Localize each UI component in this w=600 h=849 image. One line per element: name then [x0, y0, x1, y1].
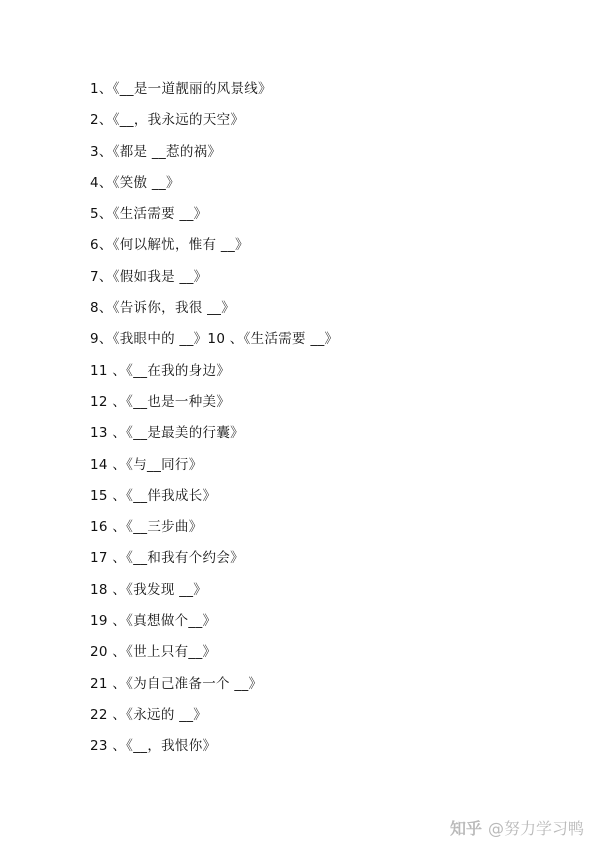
list-item: 16 、《__三步曲》 — [90, 519, 203, 536]
list-item: 18 、《我发现 __》 — [90, 581, 208, 598]
list-item: 2、《__，我永远的天空》 — [90, 112, 245, 129]
list-item: 15 、《__伴我成长》 — [90, 487, 217, 504]
list-item: 1、《__是一道靓丽的风景线》 — [90, 81, 272, 97]
list-item: 17 、《__和我有个约会》 — [90, 550, 244, 567]
watermark-author: @努力学习鸭 — [487, 819, 584, 838]
zhihu-logo: 知乎 — [449, 819, 482, 838]
list-item: 21 、《为自己准备一个 __》 — [90, 675, 263, 692]
list-item: 20 、《世上只有__》 — [90, 644, 217, 661]
list-item: 12 、《__也是一种美》 — [90, 393, 231, 410]
list-item: 19 、《真想做个__》 — [90, 613, 217, 630]
list-item: 14 、《与__同行》 — [90, 456, 203, 473]
list-item: 9、《我眼中的 __》10 、《生活需要 __》 — [90, 331, 339, 348]
list-item: 6、《何以解忧，惟有 __》 — [90, 237, 249, 254]
list-item: 3、《都是 __惹的祸》 — [90, 143, 222, 160]
essay-title-list — [90, 80, 550, 769]
list-item: 5、《生活需要 __》 — [90, 206, 208, 223]
list-item: 13 、《__是最美的行囊》 — [90, 425, 244, 442]
list-item: 7、《假如我是 __》 — [90, 268, 208, 285]
zhihu-watermark — [450, 816, 584, 839]
list-item: 11 、《__在我的身边》 — [90, 362, 231, 379]
list-item: 23 、《__，我恨你》 — [90, 738, 217, 755]
list-item: 22 、《永远的 __》 — [90, 706, 208, 723]
list-item: 8、《告诉你，我很 __》 — [90, 300, 236, 317]
list-item: 4、《笑傲 __》 — [90, 174, 180, 191]
